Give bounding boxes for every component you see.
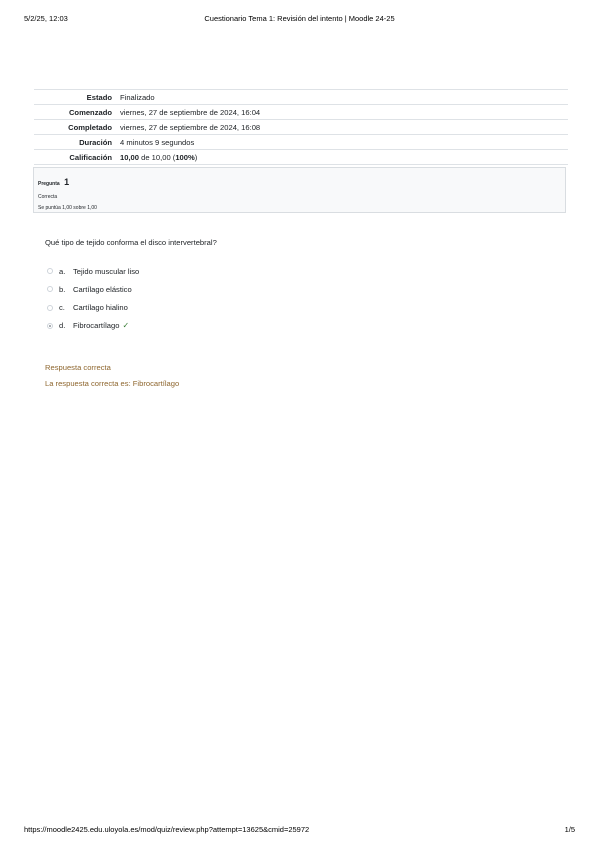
summary-label: Estado [86,92,112,102]
print-footer [24,825,575,835]
correct-check-icon: ✓ [122,321,130,331]
answer-label: Fibrocartílago [73,321,120,331]
radio-button[interactable] [47,286,53,292]
summary-label: Calificación [69,152,112,162]
print-datetime: 5/2/25, 12:03 [24,14,68,23]
question-state: Correcta [38,194,58,200]
radio-button[interactable] [47,305,53,311]
summary-label: Comenzado [68,107,112,117]
answer-letter: b. [59,284,66,294]
question-number-value: 1 [64,177,70,187]
answer-list [47,265,139,338]
grade-end: ) [194,152,198,162]
summary-value [120,150,568,165]
print-page-title: Cuestionario Tema 1: Revisión del intento | Moodle 24-25 [204,14,395,23]
summary-row-duracion [34,135,568,150]
grade-score: 10,00 [120,152,140,162]
answer-option-b[interactable] [47,283,139,295]
answer-option-a[interactable] [47,265,139,277]
answer-letter: a. [59,266,66,276]
summary-row-calificacion [34,150,568,165]
summary-label: Completado [68,122,112,132]
question-number [38,172,561,190]
answer-label: Tejido muscular liso [73,266,140,276]
page-number: 1/5 [564,825,575,834]
question-number-label: Pregunta [38,181,60,187]
answer-label: Cartílago elástico [73,284,132,294]
page-url: https://moodle2425.edu.uloyola.es/mod/quiz/review.php?attempt=13625&cmid=25972 [24,825,310,834]
feedback-outcome: Respuesta correcta [45,363,111,372]
summary-value: 4 minutos 9 segundos [120,137,195,147]
summary-value: viernes, 27 de septiembre de 2024, 16:04 [120,107,261,117]
radio-button[interactable] [47,268,53,274]
summary-label: Duración [79,137,112,147]
question-text: Qué tipo de tejido conforma el disco intervertebral? [45,238,217,247]
attempt-summary-table [34,89,568,165]
radio-button-selected[interactable] [47,323,53,329]
summary-value: Finalizado [120,92,155,102]
summary-row-comenzado [34,105,568,120]
grade-percent: 100% [175,152,195,162]
feedback-block [45,363,179,395]
summary-row-estado [34,90,568,105]
grade-mid: de 10,00 ( [139,152,176,162]
print-header [24,14,575,26]
answer-letter: c. [59,303,65,313]
feedback-right-answer: La respuesta correcta es: Fibrocartílago [45,379,180,388]
answer-letter: d. [59,321,66,331]
answer-option-d[interactable] [47,320,139,332]
summary-row-completado [34,120,568,135]
question-info-box [33,167,566,213]
answer-label: Cartílago hialino [73,303,128,313]
question-grade: Se puntúa 1,00 sobre 1,00 [38,205,97,211]
summary-value: viernes, 27 de septiembre de 2024, 16:08 [120,122,261,132]
answer-option-c[interactable] [47,302,139,314]
